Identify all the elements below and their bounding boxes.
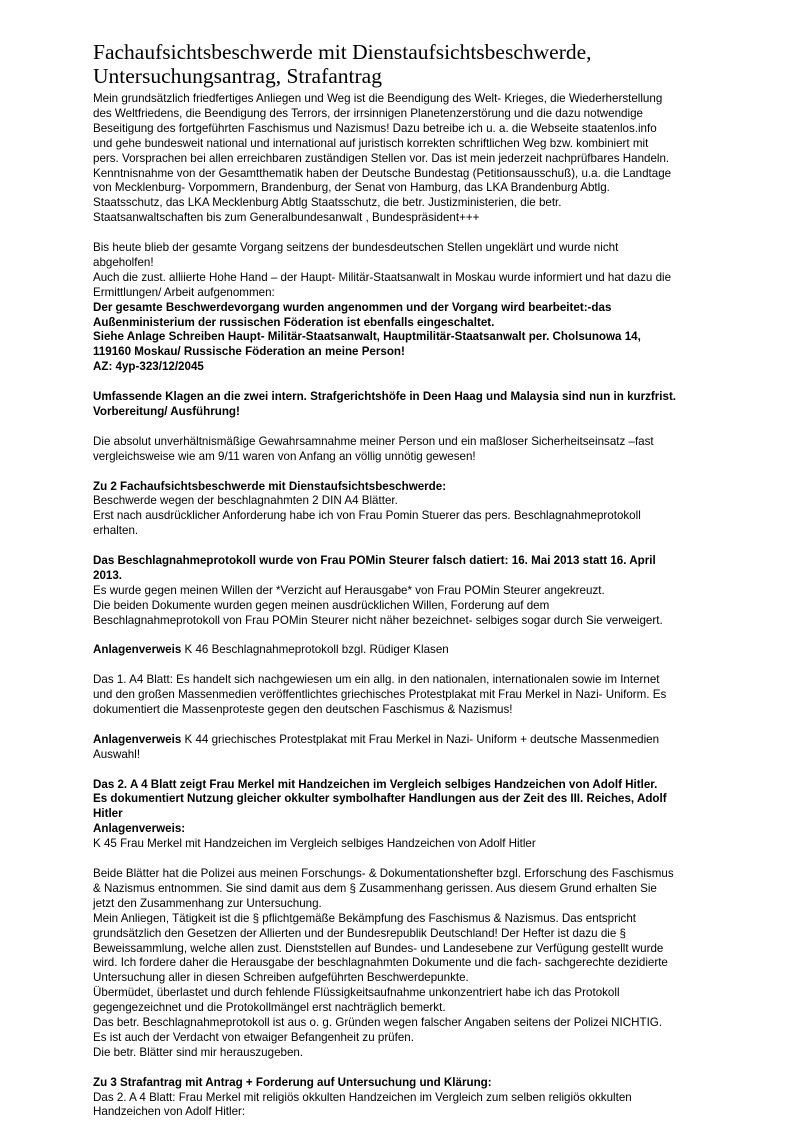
paragraph-gap: [93, 629, 712, 644]
text-line: Anlagenverweis:: [93, 822, 186, 836]
text-line: Staatsschutz, das LKA Mecklenburg Abtlg Staatsschutz, die betr. Justizministerien, die betr.: [93, 196, 562, 210]
text-line: Ermittlungen/ Arbeit aufgenommen:: [93, 285, 275, 299]
text-line: Die betr. Blätter sind mir herauszugeben.: [93, 1045, 304, 1059]
text-line: 119160 Moskau/ Russische Föderation an meine Person!: [93, 345, 405, 359]
paragraph: [93, 673, 712, 718]
paragraph: [93, 92, 712, 226]
paragraph-gap: [93, 420, 712, 435]
text-line: & Nazismus entnommen. Sie sind damit aus dem § Zusammenhang gerissen. Aus diesem Grund erhalten Sie: [93, 881, 657, 895]
text-line: des Weltfriedens, die Beendigung des Terrors, der irrsinnigen Planetenzerstörung und die dazu notwendige: [93, 106, 643, 120]
text-line: Das 2. A 4 Blatt zeigt Frau Merkel mit Handzeichen im Vergleich selbiges Handzeichen von Adolf Hitler.: [93, 777, 658, 791]
text-line: wird. Ich fordere daher die Herausgabe der beschlagnahmten Dokumente und die fach- sachgerechte dezidierte: [93, 956, 668, 970]
text-line: Mein grundsätzlich friedfertiges Anliegen und Weg ist die Beendigung des Welt- Krieges, die Wiederherstellung: [93, 92, 663, 105]
annex-reference-text: K 46 Beschlagnahmeprotokoll bzgl. Rüdiger Klasen: [181, 643, 449, 657]
text-line: Untersuchung aller in diesen Schreiben aufgeführten Beschwerdepunkte.: [93, 971, 469, 985]
text-line: grundsätzlich den Gesetzen der Allierten und der Bundesrepublik Deutschland! Der Hefter ist dazu die §: [93, 926, 626, 940]
text-line: Beide Blätter hat die Polizei aus meinen Forschungs- & Dokumentationshefter bzgl. Erforschung des Faschismus: [93, 866, 674, 880]
text-line: Beschlagnahmeprotokoll von Frau POMin Steurer nicht näher bezeichnet- selbiges sogar durch Sie verweigert.: [93, 613, 663, 627]
paragraph: [93, 554, 712, 584]
text-line: Es wurde gegen meinen Willen der *Verzicht auf Herausgabe* von Frau POMin Steurer angekreuzt.: [93, 583, 605, 597]
annex-reference-text: K 44 griechisches Protestplakat mit Frau Merkel in Nazi- Uniform + deutsche Massenmedien: [181, 732, 660, 746]
paragraph-gap: [93, 1061, 712, 1076]
paragraph: [93, 837, 712, 852]
text-line: Bis heute blieb der gesamte Vorgang seitzens der bundesdeutschen Stellen ungeklärt und wurde nicht: [93, 241, 619, 255]
paragraph: [93, 301, 712, 376]
text-line: erhalten.: [93, 524, 139, 538]
paragraph: [93, 390, 712, 420]
paragraph-gap: [93, 465, 712, 480]
paragraph-gap: [93, 718, 712, 733]
paragraph-gap: [93, 852, 712, 867]
paragraph: [93, 241, 712, 301]
text-line: Beschwerde wegen der beschlagnahmten 2 DIN A4 Blätter.: [93, 494, 398, 508]
paragraph-gap: [93, 763, 712, 778]
text-line: jetzt den Zusammenhang zur Untersuchung.: [93, 896, 322, 910]
text-line: vergleichsweise wie am 9/11 waren von Anfang an völlig unnötig gewesen!: [93, 449, 476, 463]
text-line: Erst nach ausdrücklicher Anforderung habe ich von Frau Pomin Stuerer das pers. Beschlagnahmeprotokoll: [93, 509, 641, 523]
text-line: und den großen Massenmedien veröffentlichtes griechisches Protestplakat mit Frau Merkel in Nazi- Uniform. Es: [93, 688, 667, 702]
text-line: Staatsanwaltschaften bis zum Generalbundesanwalt , Bundespräsident+++: [93, 211, 480, 225]
paragraph: [93, 584, 712, 629]
text-line: pers. Vorsprachen bei allen erreichbaren zuständigen Stellen vor. Das ist mein jederzeit nachprüfbares Handeln.: [93, 151, 670, 165]
text-line: Zu 3 Strafantrag mit Antrag + Forderung auf Untersuchung und Klärung:: [93, 1075, 492, 1089]
paragraph: [93, 494, 712, 539]
text-line: Das Beschlagnahmeprotokoll wurde von Frau POMin Steurer falsch datiert: 16. Mai 2013 statt 16. April: [93, 554, 656, 568]
text-line: Mein Anliegen, Tätigkeit ist die § pflichtgemäße Bekämpfung des Faschismus & Nazismus. Das entspricht: [93, 911, 637, 925]
text-line: K 45 Frau Merkel mit Handzeichen im Vergleich selbiges Handzeichen von Adolf Hitler: [93, 837, 536, 851]
paragraph: [93, 867, 712, 1061]
document-title: Fachaufsichtsbeschwerde mit Dienstaufsichtsbeschwerde, Untersuchungsantrag, Strafantrag: [93, 40, 592, 88]
text-line: dokumentiert die Massenproteste gegen den deutschen Faschismus & Nazismus!: [93, 703, 513, 717]
annex-reference-label: Anlagenverweis: [93, 732, 182, 746]
text-line: Kenntnisnahme von der Gesamtthematik haben der Deutsche Bundestag (Petitionsausschuß), u.a. die Landtage: [93, 166, 672, 180]
text-line: Auswahl!: [93, 747, 141, 761]
text-line: von Mecklenburg- Vorpommern, Brandenburg, der Senat von Hamburg, das LKA Brandenburg Abtlg.: [93, 181, 610, 195]
text-line: Hitler: [93, 807, 123, 821]
text-line: Umfassende Klagen an die zwei intern. Strafgerichtshöfe in Deen Haag und Malaysia sind nun in kurzfrist.: [93, 390, 677, 404]
paragraph: [93, 643, 712, 658]
paragraph-gap: [93, 375, 712, 390]
paragraph-gap: [93, 539, 712, 554]
text-line: Es dokumentiert Nutzung gleicher okkulter symbolhafter Handlungen aus der Zeit des III. Reiches, Adolf: [93, 792, 667, 806]
text-line: Außenministerium der russischen Föderation ist ebenfalls eingeschaltet.: [93, 315, 495, 329]
text-line: Zu 2 Fachaufsichtsbeschwerde mit Dienstaufsichtsbeschwerde:: [93, 479, 447, 493]
text-line: und gehe bundesweit national und international auf juristisch korrekten schriftlichen Weg bzw. kombiniert mit: [93, 136, 649, 150]
text-line: Das betr. Beschlagnahmeprotokoll ist aus o. g. Gründen wegen falscher Angaben seitens der Polizei NICHTIG.: [93, 1016, 663, 1030]
text-line: Auch die zust. alliierte Hohe Hand – der Haupt- Militär-Staatsanwalt in Moskau wurde informiert und hat dazu die: [93, 270, 672, 284]
paragraph-gap: [93, 226, 712, 241]
paragraph: [93, 1076, 712, 1091]
annex-reference-label: Anlagenverweis: [93, 643, 182, 657]
paragraph: [93, 778, 712, 838]
text-line: Siehe Anlage Schreiben Haupt- Militär-Staatsanwalt, Hauptmilitär-Staatsanwalt per. Cholsunowa 14,: [93, 330, 641, 344]
text-line: Das 1. A4 Blatt: Es handelt sich nachgewiesen um ein allg. in den nationalen, internationalen sowie im Internet: [93, 673, 660, 687]
text-line: 2013.: [93, 568, 123, 582]
paragraph: [93, 733, 712, 763]
text-line: abgeholfen!: [93, 255, 154, 269]
text-line: Übermüdet, überlastet und durch fehlende Flüssigkeitsaufnahme unkonzentriert habe ich das Protokoll: [93, 986, 620, 1000]
paragraph: [93, 1091, 712, 1121]
text-line: AZ: 4yp-323/12/2045: [93, 360, 204, 374]
text-line: Beweissammlung, welche allen zust. Dienststellen auf Bundes- und Landesebene zur Verfügung gestellt wurde: [93, 941, 664, 955]
text-line: Die absolut unverhältnismäßige Gewahrsamnahme meiner Person und ein maßloser Sicherheitseinsatz –fast: [93, 434, 654, 448]
text-line: Der gesamte Beschwerdevorgang wurden angenommen und der Vorgang wird bearbeitet:-das: [93, 300, 612, 314]
paragraph-gap: [93, 658, 712, 673]
paragraph: [93, 435, 712, 465]
paragraph: [93, 480, 712, 495]
text-line: Handzeichen von Adolf Hitler:: [93, 1105, 246, 1119]
text-line: Es ist auch der Verdacht von etwaiger Befangenheit zu prüfen.: [93, 1030, 414, 1044]
text-line: Beseitigung des fortgeführten Faschismus und Nazismus! Dazu betreibe ich u. a. die Webseite staatenlos.info: [93, 121, 657, 135]
text-line: Vorbereitung/ Ausführung!: [93, 405, 240, 418]
text-line: Das 2. A 4 Blatt: Frau Merkel mit religiös okkulten Handzeichen im Vergleich zum selben religiös okkulten: [93, 1090, 632, 1104]
document-body: [93, 92, 712, 1120]
text-line: gegengezeichnet und die Protokollmängel erst nachträglich bemerkt.: [93, 1001, 446, 1015]
text-line: Die beiden Dokumente wurden gegen meinen ausdrücklichen Willen, Forderung auf dem: [93, 598, 550, 612]
